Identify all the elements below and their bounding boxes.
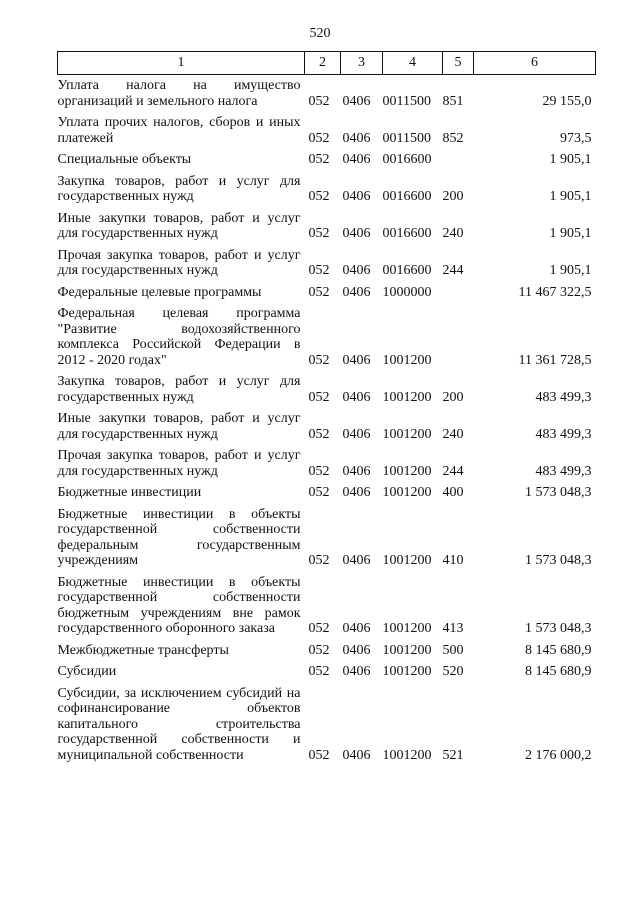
row-target: 0011500: [382, 93, 431, 109]
row-type: 200: [442, 189, 464, 204]
row-ministry: 052: [308, 263, 330, 278]
row-ministry: 052: [308, 664, 330, 679]
row-ministry: 052: [308, 93, 330, 109]
table-row: [58, 205, 596, 242]
row-type: 400: [442, 485, 464, 500]
row-section: 0406: [342, 426, 371, 442]
row-ministry: 052: [308, 463, 330, 479]
table-row: [58, 368, 596, 405]
row-section: 0406: [342, 389, 371, 405]
table-row: [58, 146, 596, 168]
row-type: 200: [442, 389, 464, 405]
table-row: [58, 658, 596, 680]
table-row: [58, 442, 596, 479]
row-target: 1001200: [382, 463, 432, 479]
row-amount: 8 145 680,9: [525, 664, 592, 679]
table-row: [58, 75, 596, 110]
table-row: [58, 279, 596, 301]
row-amount: 29 155,0: [542, 93, 592, 109]
row-name: Иные закупки товаров, работ и услуг для государственных нужд: [57, 411, 301, 442]
row-target: 0016600: [382, 263, 432, 278]
row-amount: 11 361 728,5: [518, 352, 592, 368]
row-amount: 1 905,1: [549, 263, 592, 278]
row-target: 1001200: [382, 426, 432, 442]
table-header: [58, 52, 596, 75]
header-col-5: 5: [443, 52, 474, 75]
row-ministry: 052: [308, 426, 330, 442]
row-amount: 483 499,3: [535, 463, 592, 479]
row-type: 240: [442, 226, 464, 241]
row-target: 1001200: [382, 664, 432, 679]
row-amount: 1 905,1: [549, 189, 592, 204]
row-target: 0016600: [382, 226, 432, 241]
row-type: 520: [442, 664, 464, 679]
row-section: 0406: [342, 284, 371, 300]
row-type: 500: [442, 642, 464, 658]
row-ministry: 052: [308, 352, 330, 368]
row-type: [443, 300, 474, 368]
header-col-4: 4: [383, 52, 443, 75]
row-target: 1001200: [382, 642, 432, 658]
row-section: 0406: [342, 189, 371, 204]
row-section: 0406: [342, 664, 371, 679]
row-ministry: 052: [308, 621, 330, 636]
row-name: Бюджетные инвестиции: [57, 485, 202, 500]
header-col-2: 2: [305, 52, 341, 75]
row-section: 0406: [342, 485, 371, 500]
row-ministry: 052: [308, 226, 330, 241]
header-col-1: 1: [58, 52, 305, 75]
row-name: Бюджетные инвестиции в объекты государственной собственности бюджетным учреждениям вне рамок государственного оборонного заказа: [57, 574, 301, 636]
table-body: [58, 75, 596, 764]
row-target: 0016600: [382, 152, 432, 167]
row-name: Иные закупки товаров, работ и услуг для государственных нужд: [57, 210, 301, 241]
row-section: 0406: [342, 553, 371, 568]
row-type: [443, 279, 474, 301]
row-amount: 11 467 322,5: [518, 284, 592, 300]
table-row: [58, 501, 596, 569]
row-ministry: 052: [308, 130, 330, 146]
row-amount: 2 176 000,2: [525, 747, 592, 763]
row-type: 244: [442, 263, 464, 278]
row-amount: 8 145 680,9: [525, 642, 592, 658]
row-name: Уплата прочих налогов, сборов и иных платежей: [57, 115, 301, 146]
table-row: [58, 680, 596, 764]
row-section: 0406: [342, 226, 371, 241]
row-amount: 1 573 048,3: [525, 553, 592, 568]
row-name: Субсидии, за исключением субсидий на софинансирование объектов капитального строительства государственной собственности и муниципальной собственности: [57, 685, 301, 763]
row-ministry: 052: [308, 152, 330, 167]
row-section: 0406: [342, 621, 371, 636]
row-target: 1001200: [382, 747, 432, 763]
row-name: Межбюджетные трансферты: [57, 642, 229, 658]
row-section: 0406: [342, 152, 371, 167]
row-type: 521: [442, 747, 464, 763]
row-target: 1001200: [382, 352, 432, 368]
table-row: [58, 405, 596, 442]
row-name: Специальные объекты: [57, 152, 192, 167]
row-name: Субсидии: [57, 664, 117, 679]
page-number: 520: [309, 26, 331, 41]
table-row: [58, 109, 596, 146]
row-ministry: 052: [308, 485, 330, 500]
row-amount: 483 499,3: [535, 426, 592, 442]
row-name: Уплата налога на имущество организаций и земельного налога: [57, 78, 301, 109]
table-row: [58, 479, 596, 501]
row-name: Закупка товаров, работ и услуг для государственных нужд: [57, 374, 301, 405]
header-col-6: 6: [474, 52, 596, 75]
row-type: 410: [442, 553, 464, 568]
row-section: 0406: [342, 130, 371, 146]
row-type: 244: [442, 463, 464, 479]
row-target: 1001200: [382, 485, 432, 500]
row-type: 851: [442, 93, 464, 109]
row-amount: 1 573 048,3: [525, 621, 592, 636]
row-amount: 483 499,3: [535, 389, 592, 405]
row-type: 240: [442, 426, 464, 442]
row-amount: 973,5: [560, 130, 592, 146]
row-section: 0406: [342, 352, 371, 368]
row-target: 0011500: [382, 130, 431, 146]
row-section: 0406: [342, 747, 371, 763]
row-ministry: 052: [308, 642, 330, 658]
row-target: 0016600: [382, 189, 432, 204]
row-name: Бюджетные инвестиции в объекты государственной собственности федеральным государственным учреждениям: [57, 506, 301, 568]
row-amount: 1 573 048,3: [525, 485, 592, 500]
row-section: 0406: [342, 642, 371, 658]
row-amount: 1 905,1: [549, 226, 592, 241]
row-target: 1001200: [382, 621, 432, 636]
row-type: [443, 146, 474, 168]
row-target: 1001200: [382, 389, 432, 405]
table-row: [58, 300, 596, 368]
header-col-3: 3: [341, 52, 383, 75]
row-type: 852: [442, 130, 464, 146]
row-ministry: 052: [308, 189, 330, 204]
row-name: Прочая закупка товаров, работ и услуг для государственных нужд: [57, 247, 301, 278]
row-ministry: 052: [308, 553, 330, 568]
row-target: 1000000: [382, 284, 432, 300]
row-section: 0406: [342, 93, 371, 109]
row-name: Федеральные целевые программы: [57, 284, 262, 300]
row-name: Прочая закупка товаров, работ и услуг для государственных нужд: [57, 448, 301, 479]
row-type: 413: [442, 621, 464, 636]
row-name: Федеральная целевая программа "Развитие водохозяйственного комплекса Российской Федерации в 2012 - 2020 годах": [57, 306, 301, 368]
row-ministry: 052: [308, 389, 330, 405]
table-row: [58, 168, 596, 205]
budget-table: [57, 51, 596, 763]
table-row: [58, 637, 596, 659]
row-amount: 1 905,1: [549, 152, 592, 167]
row-ministry: 052: [308, 284, 330, 300]
table-row: [58, 569, 596, 637]
row-section: 0406: [342, 463, 371, 479]
row-name: Закупка товаров, работ и услуг для государственных нужд: [57, 173, 301, 204]
row-section: 0406: [342, 263, 371, 278]
row-ministry: 052: [308, 747, 330, 763]
row-target: 1001200: [382, 553, 432, 568]
table-row: [58, 242, 596, 279]
